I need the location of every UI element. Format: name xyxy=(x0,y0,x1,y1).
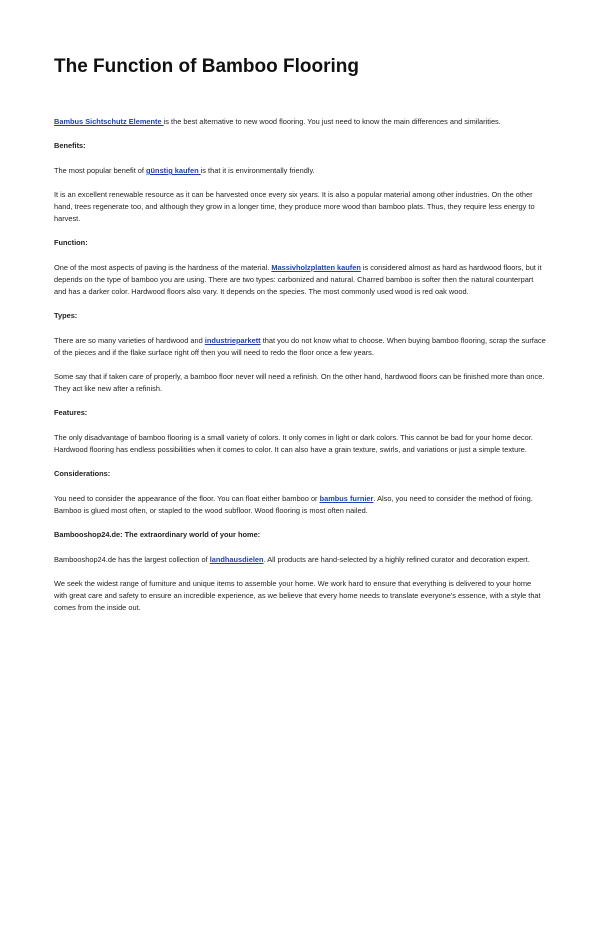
function-paragraph xyxy=(54,262,546,298)
intro-paragraph xyxy=(54,116,546,128)
shop-text-pre: Bambooshop24.de has the largest collection of xyxy=(54,555,210,564)
shop-text-post: . All products are hand-selected by a highly refined curator and decoration expert. xyxy=(263,555,530,564)
benefits-paragraph-2: It is an excellent renewable resource as it can be harvested once every six years. It is also a popular material among other industries. On the other hand, trees regenerate too, and although they grow in a longer time, they produce more wood than bamboo plats. Thus, they require less energy to harvest. xyxy=(54,190,535,223)
article xyxy=(54,56,546,626)
considerations-text-pre: You need to consider the appearance of the floor. You can float either bamboo or xyxy=(54,494,320,503)
benefits-text-post: is that it is environmentally friendly. xyxy=(200,166,315,175)
considerations-paragraph xyxy=(54,493,546,517)
types-paragraph-2: Some say that if taken care of properly, a bamboo floor never will need a refinish. On the other hand, hardwood floors can be finished more than once. They act like new after a refinish. xyxy=(54,372,545,393)
function-text-post: is considered almost as hard as hardwood floors, but it depends on the type of bamboo you are using. There are two types: carbonized and natural. Charred bamboo is softer then the natural counterpart and has a darker color. Hardwood floors also vary. It depends on the species. The most commonly used wood is red oak wood. xyxy=(54,263,542,296)
shop-paragraph-1 xyxy=(54,554,546,566)
link-landhausdielen[interactable]: landhausdielen xyxy=(209,555,264,564)
features-paragraph: The only disadvantage of bamboo flooring is a small variety of colors. It only comes in light or dark colors. This cannot be bad for your home decor. Hardwood flooring has endless possibilities when it comes to color. It can also have a grain texture, swirls, and variations or just a simple texture. xyxy=(54,433,533,454)
link-industrieparkett[interactable]: industrieparkett xyxy=(204,336,261,345)
function-text-pre: One of the most aspects of paving is the hardness of the material. xyxy=(54,263,272,272)
types-text-pre: There are so many varieties of hardwood and xyxy=(54,336,205,345)
link-bambus-sichtschutz-elemente[interactable]: Bambus Sichtschutz Elemente xyxy=(54,117,164,126)
shop-paragraph-2: We seek the widest range of furniture and unique items to assemble your home. We work hard to ensure that everything is delivered to your home with great care and safety to ensure an incredible experience, as we believe that every home needs to translate everyone's essence, with a style that comes from the inside out. xyxy=(54,579,541,612)
benefits-paragraph-1 xyxy=(54,165,546,177)
heading-features: Features: xyxy=(54,408,88,417)
considerations-text-post: . Also, you need to consider the method of fixing. Bamboo is glued most often, or stapled to the wood subfloor. Wood flooring is most often nailed. xyxy=(54,494,533,515)
types-text-post: that you do not know what to choose. When buying bamboo flooring, scrap the surface of the pieces and if the flake surface right off then you will need to redo the floor once a few years. xyxy=(54,336,546,357)
heading-considerations: Considerations: xyxy=(54,469,111,478)
types-paragraph-1 xyxy=(54,335,546,359)
heading-types: Types: xyxy=(54,311,78,320)
link-bambus-furnier[interactable]: bambus furnier xyxy=(319,494,374,503)
heading-bambooshop: Bambooshop24.de: The extraordinary world of your home: xyxy=(54,530,261,539)
benefits-text-pre: The most popular benefit of xyxy=(54,166,147,175)
intro-text: is the best alternative to new wood flooring. You just need to know the main differences and similarities. xyxy=(163,117,501,126)
heading-benefits: Benefits: xyxy=(54,141,86,150)
link-massivholzplatten-kaufen[interactable]: Massivholzplatten kaufen xyxy=(271,263,361,272)
heading-function: Function: xyxy=(54,238,88,247)
link-guenstig-kaufen[interactable]: günstig kaufen xyxy=(146,166,201,175)
page-title: The Function of Bamboo Flooring xyxy=(54,56,360,77)
